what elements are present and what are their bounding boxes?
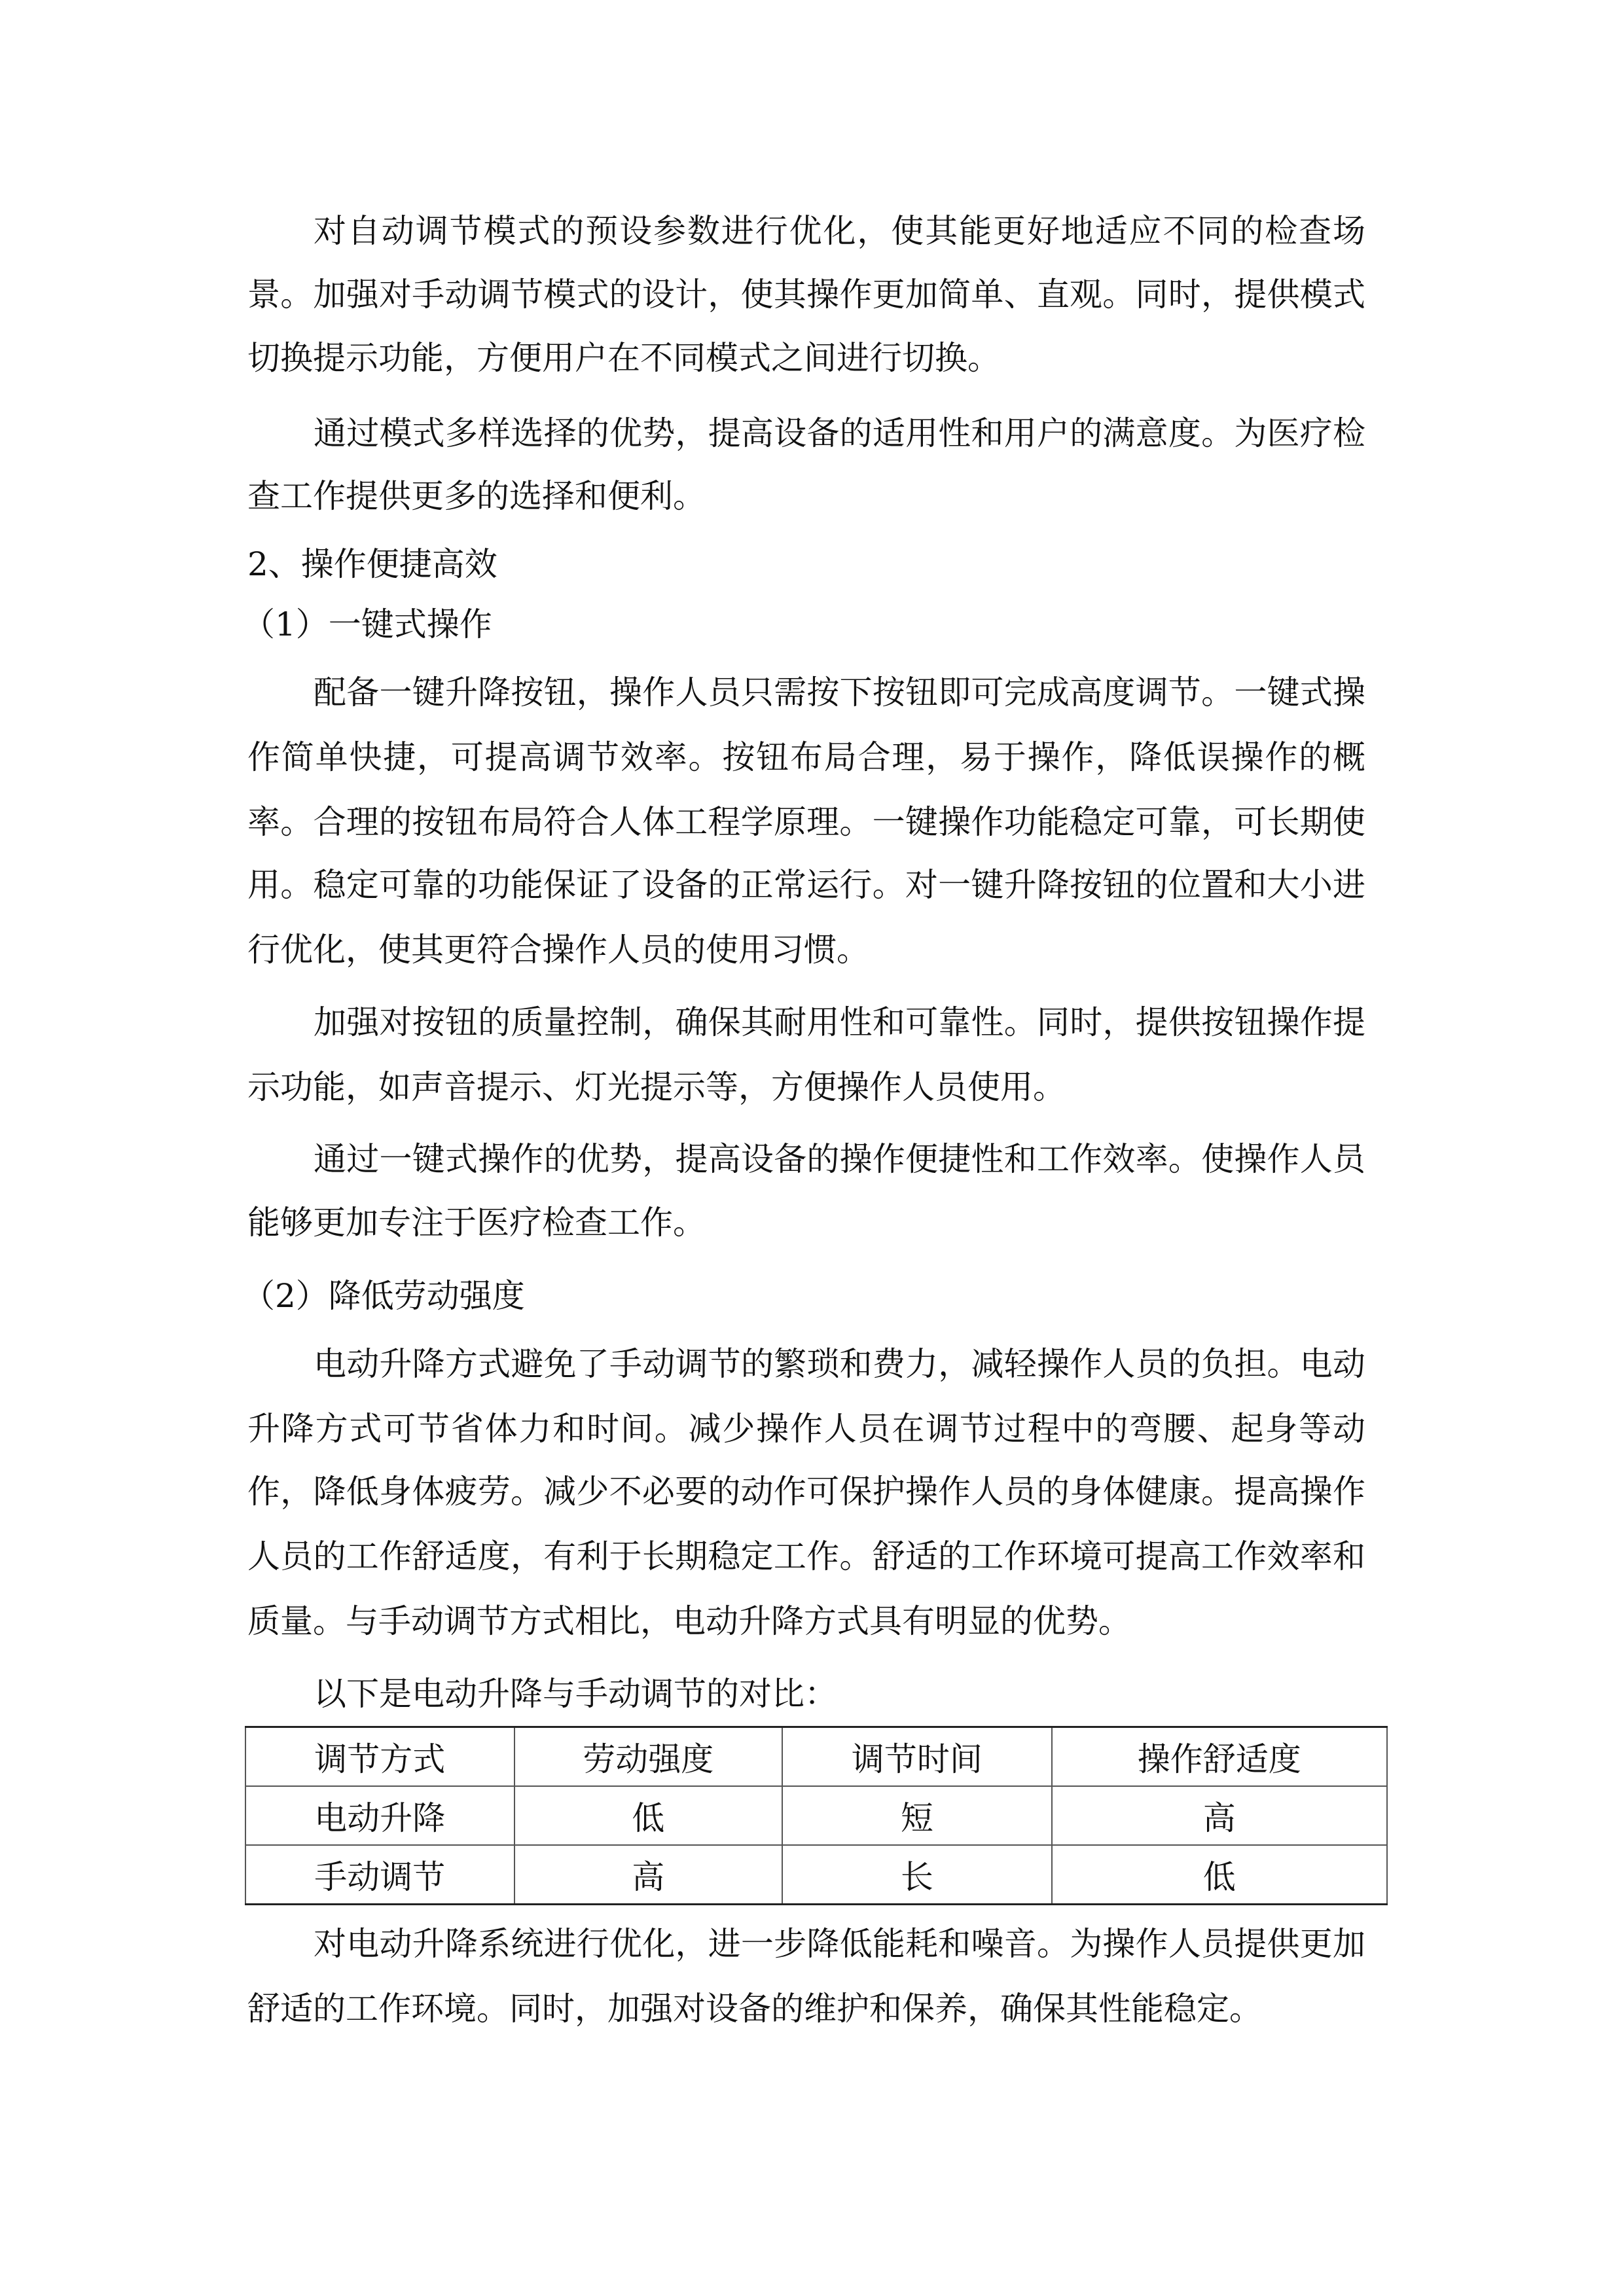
paragraph-line: 率。合理的按钮布局符合人体工程学原理。一键操作功能稳定可靠，可长期使 (247, 803, 1365, 841)
paragraph-line: 作简单快捷，可提高调节效率。按钮布局合理，易于操作，降低误操作的概 (247, 738, 1365, 776)
subsection-heading: （1）一键式操作 (242, 605, 492, 643)
paragraph-line: 通过一键式操作的优势，提高设备的操作便捷性和工作效率。使操作人员 (314, 1140, 1365, 1178)
paragraph-line: 能够更加专注于医疗检查工作。 (247, 1204, 706, 1242)
paragraph-line: 电动升降方式避免了手动调节的繁琐和费力，减轻操作人员的负担。电动 (314, 1345, 1365, 1383)
paragraph-line: 行优化，使其更符合操作人员的使用习惯。 (247, 931, 869, 969)
section-heading: 2、操作便捷高效 (247, 545, 497, 583)
paragraph-line: 对自动调节模式的预设参数进行优化，使其能更好地适应不同的检查场 (314, 212, 1365, 250)
subsection-heading: （2）降低劳动强度 (242, 1277, 525, 1315)
paragraph-line: 查工作提供更多的选择和便利。 (247, 477, 706, 515)
table-cell: 电动升降 (245, 1786, 514, 1845)
table-cell: 低 (1052, 1845, 1387, 1905)
table-cell: 长 (782, 1845, 1052, 1905)
paragraph-line: 切换提示功能，方便用户在不同模式之间进行切换。 (247, 339, 1000, 377)
paragraph-line: 配备一键升降按钮，操作人员只需按下按钮即可完成高度调节。一键式操 (314, 673, 1365, 711)
paragraph-line: 示功能，如声音提示、灯光提示等，方便操作人员使用。 (247, 1068, 1066, 1106)
paragraph-line: 加强对按钮的质量控制，确保其耐用性和可靠性。同时，提供按钮操作提 (314, 1003, 1365, 1041)
table-cell: 高 (514, 1845, 783, 1905)
table-row (245, 1845, 1387, 1905)
paragraph-line: 以下是电动升降与手动调节的对比： (314, 1675, 837, 1713)
table-row (245, 1786, 1387, 1845)
table-cell: 高 (1052, 1786, 1387, 1845)
table-header-cell: 调节时间 (782, 1727, 1052, 1787)
paragraph-line: 景。加强对手动调节模式的设计，使其操作更加简单、直观。同时，提供模式 (247, 276, 1365, 314)
table-header-row (245, 1727, 1387, 1787)
paragraph-line: 用。稳定可靠的功能保证了设备的正常运行。对一键升降按钮的位置和大小进 (247, 866, 1365, 904)
table-header-cell: 劳动强度 (514, 1727, 783, 1787)
table-cell: 短 (782, 1786, 1052, 1845)
table-cell: 低 (514, 1786, 783, 1845)
table-header-cell: 操作舒适度 (1052, 1727, 1387, 1787)
paragraph-line: 人员的工作舒适度，有利于长期稳定工作。舒适的工作环境可提高工作效率和 (247, 1537, 1365, 1575)
paragraph-line: 通过模式多样选择的优势，提高设备的适用性和用户的满意度。为医疗检 (314, 414, 1365, 452)
comparison-table (245, 1726, 1388, 1905)
paragraph-line: 升降方式可节省体力和时间。减少操作人员在调节过程中的弯腰、起身等动 (247, 1410, 1365, 1448)
paragraph-line: 质量。与手动调节方式相比，电动升降方式具有明显的优势。 (247, 1602, 1131, 1640)
paragraph-line: 舒适的工作环境。同时，加强对设备的维护和保养，确保其性能稳定。 (247, 1990, 1262, 2028)
table-cell: 手动调节 (245, 1845, 514, 1905)
paragraph-line: 作，降低身体疲劳。减少不必要的动作可保护操作人员的身体健康。提高操作 (247, 1473, 1365, 1511)
table-header-cell: 调节方式 (245, 1727, 514, 1787)
paragraph-line: 对电动升降系统进行优化，进一步降低能耗和噪音。为操作人员提供更加 (314, 1925, 1365, 1963)
